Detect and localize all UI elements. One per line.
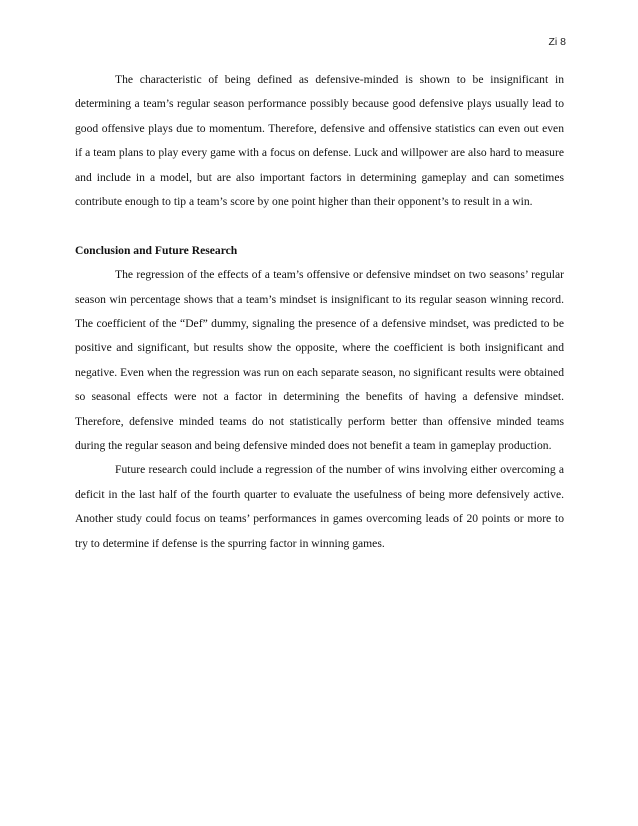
future-research-paragraph: Future research could include a regression of the number of wins involving either overcoming a deficit in the last half of the fourth quarter to evaluate the usefulness of being more defensively active. Another study could focus on teams’ performances in games overcoming leads of 20 points or more to try to determine if defense is the spurring factor in winning games.: [75, 463, 564, 550]
document-body: [75, 68, 564, 556]
discussion-paragraph: The characteristic of being defined as defensive-minded is shown to be insignificant in determining a team’s regular season performance possibly because good defensive plays usually lead to good offensive plays due to momentum. Therefore, defensive and offensive statistics can even out even if a team plans to play every game with a focus on defense. Luck and willpower are also hard to measure and include in a model, but are also important factors in determining gameplay and can sometimes contribute enough to tip a team’s score by one point higher than their opponent’s to result in a win.: [75, 73, 564, 209]
conclusion-paragraph: The regression of the effects of a team’s offensive or defensive mindset on two seasons’ regular season win percentage shows that a team’s mindset is insignificant to its regular season winning record. The coefficient of the “Def” dummy, signaling the presence of a defensive mindset, was predicted to be positive and significant, but results show the opposite, where the coefficient is both insignificant and negative. Even when the regression was run on each separate season, no significant results were obtained so seasonal effects were not a factor in determining the benefits of having a defensive mindset. Therefore, defensive minded teams do not statistically perform better than offensive minded teams during the regular season and being defensive minded does not benefit a team in gameplay production.: [75, 268, 564, 453]
section-spacer: [75, 214, 564, 238]
section-heading: Conclusion and Future Research: [75, 243, 238, 257]
page-number: Zi 8: [548, 36, 566, 48]
